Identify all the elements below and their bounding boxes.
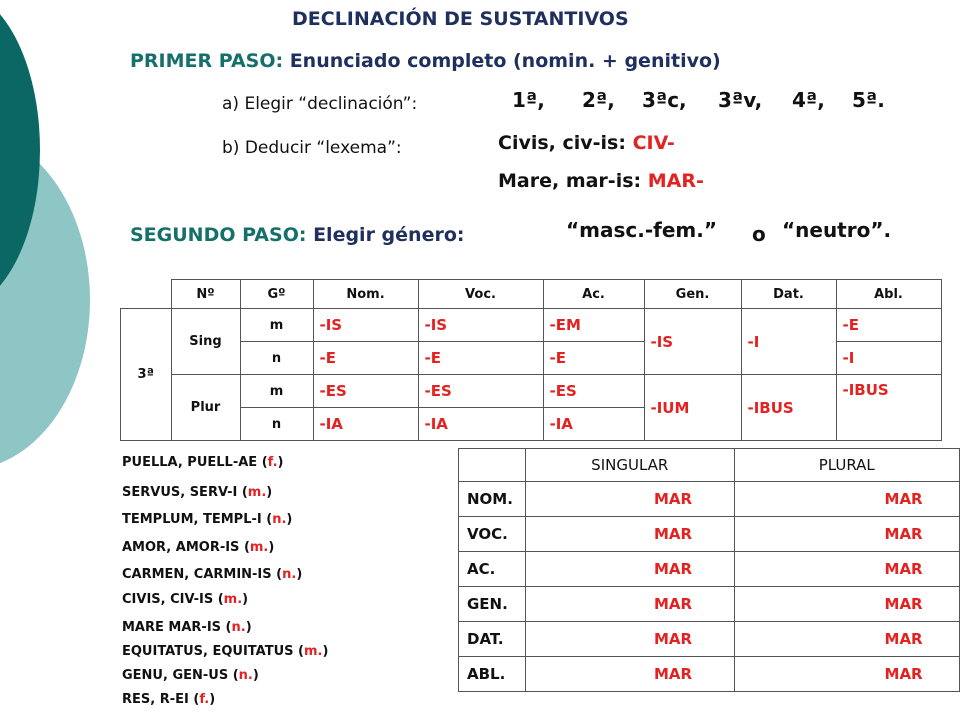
list-gender: f. bbox=[267, 455, 278, 470]
plural-cell: MAR bbox=[734, 587, 959, 622]
declension-table-header bbox=[121, 280, 942, 309]
declension-option: 2ª, bbox=[582, 88, 615, 112]
declension-cell: 3ª bbox=[121, 309, 172, 441]
gender-cell: m bbox=[240, 309, 313, 342]
list-word: GENU, GEN-US bbox=[122, 668, 229, 683]
singular-cell: MAR bbox=[526, 482, 735, 517]
case-label: GEN. bbox=[459, 587, 526, 622]
header-gender: Gº bbox=[240, 280, 313, 309]
declension-option: 4ª, bbox=[792, 88, 825, 112]
case-label: AC. bbox=[459, 552, 526, 587]
singular-cell: MAR bbox=[526, 587, 735, 622]
header-nom: Nom. bbox=[313, 280, 418, 309]
gender-cell: m bbox=[240, 375, 313, 408]
header-number: Nº bbox=[171, 280, 240, 309]
header-ac: Ac. bbox=[543, 280, 644, 309]
ending-cell: -IS bbox=[313, 309, 418, 342]
table-row bbox=[121, 309, 942, 342]
list-item: PUELLA, PUELL-AE (f.) bbox=[122, 455, 284, 470]
list-gender: n. bbox=[231, 620, 246, 635]
gender-neuter: “neutro”. bbox=[782, 218, 892, 242]
case-label: ABL. bbox=[459, 657, 526, 692]
table-row bbox=[459, 517, 960, 552]
ending-cell: -IS bbox=[644, 309, 741, 375]
ending-cell: -E bbox=[418, 342, 543, 375]
list-item: AMOR, AMOR-IS (m.) bbox=[122, 540, 275, 555]
page-title: DECLINACIÓN DE SUSTANTIVOS bbox=[292, 8, 629, 30]
case-label: NOM. bbox=[459, 482, 526, 517]
step-a-text: a) Elegir “declinación”: bbox=[222, 94, 418, 114]
case-label: DAT. bbox=[459, 622, 526, 657]
ending-cell: -I bbox=[741, 309, 836, 375]
case-label: VOC. bbox=[459, 517, 526, 552]
header-abl: Abl. bbox=[836, 280, 941, 309]
plural-cell: MAR bbox=[734, 517, 959, 552]
step-b-text: b) Deducir “lexema”: bbox=[222, 138, 402, 158]
list-item: MARE MAR-IS (n.) bbox=[122, 620, 252, 635]
header-dat: Dat. bbox=[741, 280, 836, 309]
ending-cell: -IA bbox=[418, 408, 543, 441]
example-civis bbox=[498, 132, 675, 154]
list-word: PUELLA, PUELL-AE bbox=[122, 455, 258, 470]
ending-cell: -IUM bbox=[644, 375, 741, 441]
list-item: RES, R-EI (f.) bbox=[122, 692, 216, 707]
example-mare bbox=[498, 170, 704, 192]
case-table-header bbox=[459, 449, 960, 482]
step1-label: PRIMER PASO: bbox=[130, 50, 284, 72]
ending-cell: -E bbox=[313, 342, 418, 375]
step2-line bbox=[130, 224, 464, 246]
list-word: AMOR, AMOR-IS bbox=[122, 540, 240, 555]
step2-text: Elegir género: bbox=[313, 224, 465, 246]
step2-label: SEGUNDO PASO: bbox=[130, 224, 307, 246]
case-table bbox=[458, 448, 960, 692]
plural-cell: MAR bbox=[734, 657, 959, 692]
list-gender: n. bbox=[272, 512, 287, 527]
header-voc: Voc. bbox=[418, 280, 543, 309]
gender-masc-fem: “masc.-fem.” bbox=[566, 218, 717, 242]
ending-cell: -IA bbox=[313, 408, 418, 441]
ending-cell: -IS bbox=[418, 309, 543, 342]
table-row bbox=[459, 657, 960, 692]
list-item: CARMEN, CARMIN-IS (n.) bbox=[122, 567, 303, 582]
declension-option: 5ª. bbox=[852, 88, 885, 112]
list-word: TEMPLUM, TEMPL-I bbox=[122, 512, 262, 527]
number-singular: Sing bbox=[171, 309, 240, 375]
plural-cell: MAR bbox=[734, 552, 959, 587]
table-row bbox=[459, 482, 960, 517]
header-gen: Gen. bbox=[644, 280, 741, 309]
example-civis-stem: CIV- bbox=[632, 132, 675, 154]
header-blank bbox=[459, 449, 526, 482]
list-gender: n. bbox=[238, 668, 253, 683]
list-gender: n. bbox=[282, 567, 297, 582]
table-row bbox=[459, 552, 960, 587]
list-gender: m. bbox=[249, 540, 269, 555]
declension-table bbox=[120, 279, 942, 441]
list-word: SERVUS, SERV-I bbox=[122, 485, 238, 500]
singular-cell: MAR bbox=[526, 622, 735, 657]
list-gender: m. bbox=[223, 592, 243, 607]
gender-cell: n bbox=[240, 342, 313, 375]
list-item: GENU, GEN-US (n.) bbox=[122, 668, 259, 683]
list-item: CIVIS, CIV-IS (m.) bbox=[122, 592, 249, 607]
list-word: CARMEN, CARMIN-IS bbox=[122, 567, 272, 582]
header-plural: PLURAL bbox=[734, 449, 959, 482]
list-word: MARE MAR-IS bbox=[122, 620, 222, 635]
ending-cell: -ES bbox=[418, 375, 543, 408]
example-civis-text: Civis, civ-is: bbox=[498, 132, 633, 154]
step1-line bbox=[130, 50, 721, 72]
table-row bbox=[459, 622, 960, 657]
table-row bbox=[459, 587, 960, 622]
list-word: EQUITATUS, EQUITATUS bbox=[122, 644, 294, 659]
ending-cell: -ES bbox=[313, 375, 418, 408]
declension-option: 1ª, bbox=[512, 88, 545, 112]
list-word: CIVIS, CIV-IS bbox=[122, 592, 214, 607]
header-singular: SINGULAR bbox=[526, 449, 735, 482]
ending-cell: -IBUS bbox=[741, 375, 836, 441]
singular-cell: MAR bbox=[526, 657, 735, 692]
list-word: RES, R-EI bbox=[122, 692, 189, 707]
table-row bbox=[121, 375, 942, 408]
list-item: TEMPLUM, TEMPL-I (n.) bbox=[122, 512, 293, 527]
plural-cell: MAR bbox=[734, 622, 959, 657]
plural-cell: MAR bbox=[734, 482, 959, 517]
step1-text: Enunciado completo (nomin. + genitivo) bbox=[289, 50, 721, 72]
declension-option: 3ªc, bbox=[642, 88, 687, 112]
list-gender: f. bbox=[199, 692, 210, 707]
ending-cell: -EM bbox=[543, 309, 644, 342]
number-plural: Plur bbox=[171, 375, 240, 441]
ending-cell: -IBUS bbox=[836, 375, 941, 441]
singular-cell: MAR bbox=[526, 552, 735, 587]
list-gender: m. bbox=[247, 485, 267, 500]
ending-cell: -E bbox=[543, 342, 644, 375]
list-item: EQUITATUS, EQUITATUS (m.) bbox=[122, 644, 329, 659]
ending-cell: -ES bbox=[543, 375, 644, 408]
gender-cell: n bbox=[240, 408, 313, 441]
declension-option: 3ªv, bbox=[718, 88, 763, 112]
singular-cell: MAR bbox=[526, 517, 735, 552]
ending-cell: -E bbox=[836, 309, 941, 342]
ending-cell: -IA bbox=[543, 408, 644, 441]
gender-or: o bbox=[752, 222, 766, 246]
ending-cell: -I bbox=[836, 342, 941, 375]
header-blank bbox=[121, 280, 172, 309]
list-item: SERVUS, SERV-I (m.) bbox=[122, 485, 273, 500]
example-mare-text: Mare, mar-is: bbox=[498, 170, 648, 192]
list-gender: m. bbox=[303, 644, 323, 659]
example-mare-stem: MAR- bbox=[647, 170, 704, 192]
